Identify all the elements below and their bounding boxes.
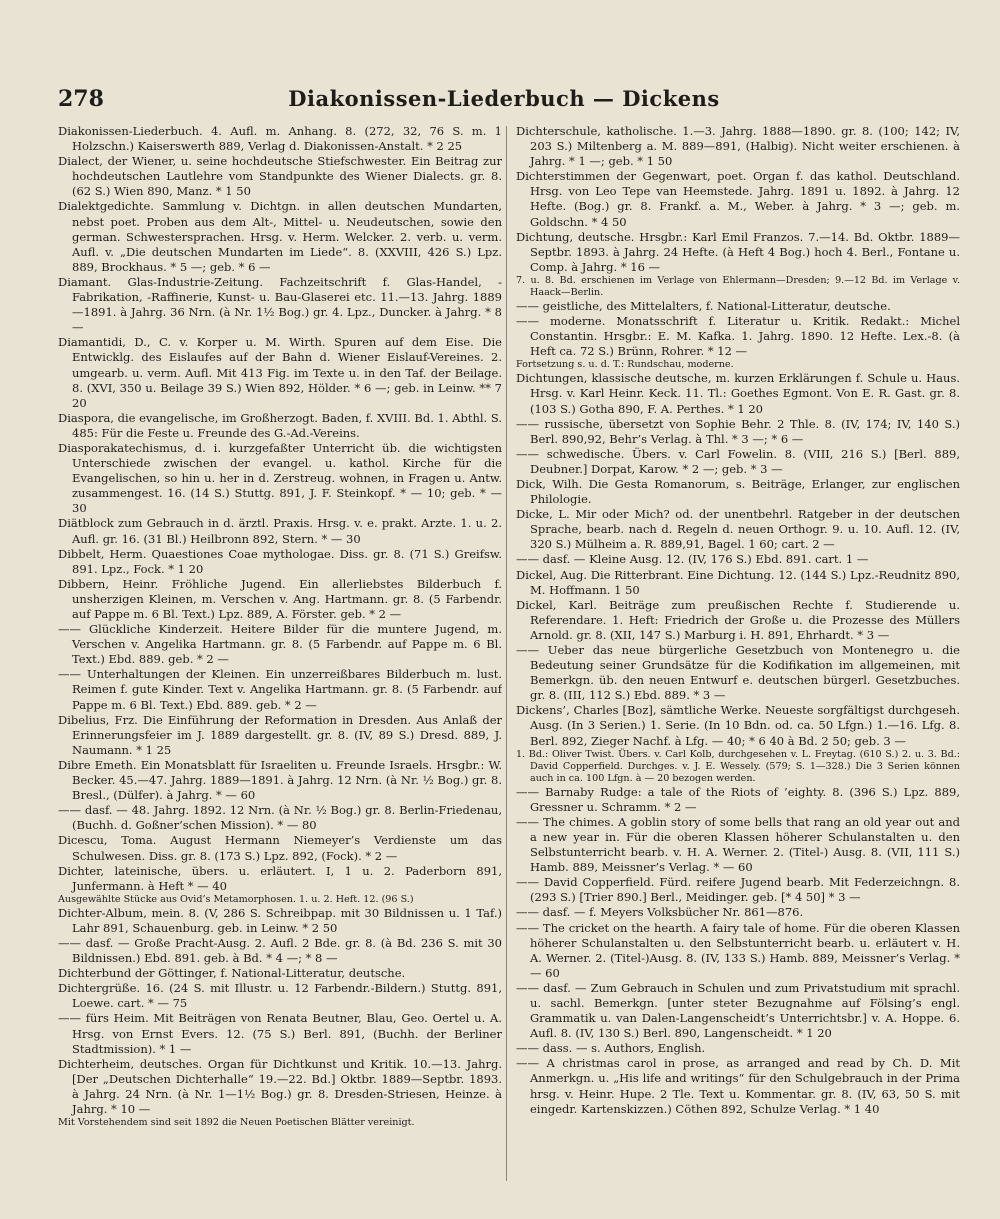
list-note: Mit Vorstehendem sind seit 1892 die Neuen Poetischen Blätter vereinigt. xyxy=(58,1117,415,1129)
list-item: —— Glückliche Kinderzeit. Heitere Bilder für die muntere Jugend, m. Verschen v. Angelika Hartmann. gr. 8. (5 Farbendr. auf Pappe m. 6 Bl. Text.) Ebd. 889. geb. * 2 — xyxy=(58,622,502,667)
right-column xyxy=(516,124,960,1184)
page-number: 278 xyxy=(58,86,104,112)
list-item: —— Ueber das neue bürgerliche Gesetzbuch von Montenegro u. die Bedeutung seiner Grundsätze für die Kodifikation im allgemeinen, mit Bemerkgn. üb. den neuen Entwurf e. deutschen bürgerl. Gesetzbuches. gr. 8. (III, 112 S.) Ebd. 889. * 3 — xyxy=(516,643,960,703)
list-item: Dialect, der Wiener, u. seine hochdeutsche Stiefschwester. Ein Beitrag zur hochdeutschen Lautlehre vom Standpunkte des Wiener Dialects. gr. 8. (62 S.) Wien 890, Manz. * 1 50 xyxy=(58,154,502,199)
list-note: Fortsetzung s. u. d. T.: Rundschau, moderne. xyxy=(516,359,734,371)
list-item: —— fürs Heim. Mit Beiträgen von Renata Beutner, Blau, Geo. Oertel u. A. Hrsg. von Ernst Evers. 12. (75 S.) Berl. 891, (Buchh. der Berliner Stadtmission). * 1 — xyxy=(58,1011,502,1056)
list-item: —— russische, übersetzt von Sophie Behr. 2 Thle. 8. (IV, 174; IV, 140 S.) Berl. 890,92, Behr’s Verlag. à Thl. * 3 —; * 6 — xyxy=(516,416,960,446)
list-item: Dibelius, Frz. Die Einführung der Reformation in Dresden. Aus Anlaß der Erinnerungsfeier im J. 1889 dargestellt. gr. 8. (IV, 89 S.) Dresd. 889, J. Naumann. * 1 25 xyxy=(58,712,502,757)
list-item: Diätblock zum Gebrauch in d. ärztl. Praxis. Hrsg. v. e. prakt. Arzte. 1. u. 2. Aufl. gr. 16. (31 Bl.) Heilbronn 892, Stern. * — 30 xyxy=(58,516,502,546)
list-item: —— moderne. Monatsschrift f. Literatur u. Kritik. Redakt.: Michel Constantin. Hrsgbr.: E. M. Kafka. 1. Jahrg. 1890. 12 Hefte. Lex.-8. (à Heft ca. 72 S.) Brünn, Rohrer. * 12 — xyxy=(516,314,960,359)
list-item: —— dasf. — f. Meyers Volksbücher Nr. 861—876. xyxy=(516,905,804,920)
list-item: Dichter-Album, mein. 8. (V, 286 S. Schreibpap. mit 30 Bildnissen u. 1 Taf.) Lahr 891, Schauenburg. geb. in Leinw. * 2 50 xyxy=(58,905,502,935)
list-item: Dialektgedichte. Sammlung v. Dichtgn. in allen deutschen Mundarten, nebst poet. Proben aus dem Alt-, Mittel- u. Neudeutschen, sowie den german. Schwestersprachen. Hrsg. v. Herm. Welcker. 2. verb. u. verm. Aufl. v. „Die deutschen Mundarten im Liede“. 8. (XXVIII, 426 S.) Lpz. 889, Brockhaus. * 5 —; geb. * 6 — xyxy=(58,199,502,274)
list-item: Dibbern, Heinr. Fröhliche Jugend. Ein allerliebstes Bilderbuch f. unsherzigen Kleinen, m. Verschen v. Ang. Hartmann. gr. 8. (5 Farbendr. auf Pappe m. 6 Bl. Text.) Lpz. 889, A. Förster. geb. * 2 — xyxy=(58,576,502,621)
list-item: Diamant. Glas-Industrie-Zeitung. Fachzeitschrift f. Glas-Handel, -Fabrikation, -Raffinerie, Kunst- u. Bau-Glaserei etc. 11.—13. Jahrg. 1889—1891. à Jahrg. 36 Nrn. (à Nr. 1½ Bog.) gr. 4. Lpz., Duncker. à Jahrg. * 8 — xyxy=(58,274,502,335)
list-item: Dickens’, Charles [Boz], sämtliche Werke. Neueste sorgfältigst durchgeseh. Ausg. (In 3 Serien.) 1. Serie. (In 10 Bdn. od. ca. 50 Lfgn.) 1.—16. Lfg. 8. Berl. 892, Zieger Nachf. à Lfg. — 40; * 6 40 à Bd. 2 50; geb. 3 — xyxy=(516,703,960,748)
list-item: —— dasf. — Große Pracht-Ausg. 2. Aufl. 2 Bde. gr. 8. (à Bd. 236 S. mit 30 Bildnissen.) Ebd. 891. geb. à Bd. * 4 —; * 8 — xyxy=(58,935,502,966)
list-item: Dichterbund der Göttinger, f. National-Litteratur, deutsche. xyxy=(58,966,406,981)
list-item: —— David Copperfield. Fürd. reifere Jugend bearb. Mit Federzeichngn. 8. (293 S.) [Trier 890.] Berl., Meidinger. geb. [* 4 50] * 3 — xyxy=(516,875,960,905)
left-column xyxy=(58,124,502,1184)
list-item: —— dasf. — Zum Gebrauch in Schulen und zum Privatstudium mit sprachl. u. sachl. Bemerkgn. [unter steter Bezugnahme auf Fölsing’s engl. Grammatik u. van Dalen-Langenscheidt’s Unterrichtsbr.] v. A. Hoppe. 6. Aufl. 8. (IV, 130 S.) Berl. 890, Langenscheidt. * 1 20 xyxy=(516,980,960,1041)
list-item: Dichterschule, katholische. 1.—3. Jahrg. 1888—1890. gr. 8. (100; 142; IV, 203 S.) Miltenberg a. M. 889—891, (Halbig). Nicht weiter erschienen. à Jahrg. * 1 —; geb. * 1 50 xyxy=(516,124,960,169)
list-item: Dichtungen, klassische deutsche, m. kurzen Erklärungen f. Schule u. Haus. Hrsg. v. Karl Heinr. Keck. 11. Tl.: Goethes Egmont. Von E. R. Gast. gr. 8. (103 S.) Gotha 890, F. A. Perthes. * 1 20 xyxy=(516,371,960,416)
list-item: Dichterstimmen der Gegenwart, poet. Organ f. das kathol. Deutschland. Hrsg. von Leo Tepe van Heemstede. Jahrg. 1891 u. 1892. à Jahrg. 12 Hefte. (Bog.) gr. 8. Frankf. a. M., Weber. à Jahrg. * 3 —; geb. m. Goldschn. * 4 50 xyxy=(516,169,960,229)
list-item: Dickel, Karl. Beiträge zum preußischen Rechte f. Studierende u. Referendare. 1. Heft: Friedrich der Große u. die Prozesse des Müllers Arnold. gr. 8. (XII, 147 S.) Marburg i. H. 891, Ehrhardt. * 3 — xyxy=(516,597,960,642)
list-item: —— The cricket on the hearth. A fairy tale of home. Für die oberen Klassen höherer Schulanstalten u. den Selbstunterricht bearb. u. erläutert v. H. A. Werner. 2. (Titel-)Ausg. 8. (IV, 133 S.) Hamb. 889, Meissner’s Verlag. * — 60 xyxy=(516,920,960,980)
list-item: Dickel, Aug. Die Ritterbrant. Eine Dichtung. 12. (144 S.) Lpz.-Reudnitz 890, M. Hoffmann. 1 50 xyxy=(516,567,960,597)
list-item: Diamantidi, D., C. v. Korper u. M. Wirth. Spuren auf dem Eise. Die Entwicklg. des Eislaufes auf der Bahn d. Wiener Eislauf-Vereines. 2. umgearb. u. verm. Aufl. Mit 413 Fig. im Texte u. in den Taf. der Beilage. 8. (XVI, 350 u. Beilage 39 S.) Wien 892, Hölder. * 6 —; geb. in Leinw. ** 7 20 xyxy=(58,335,502,410)
list-item: —— dasf. — Kleine Ausg. 12. (IV, 176 S.) Ebd. 891. cart. 1 — xyxy=(516,552,869,567)
list-item: Dibre Emeth. Ein Monatsblatt für Israeliten u. Freunde Israels. Hrsgbr.: W. Becker. 45.—47. Jahrg. 1889—1891. à Jahrg. 12 Nrn. (à Nr. ½ Bog.) gr. 8. Bresl., (Dülfer). à Jahrg. * — 60 xyxy=(58,757,502,803)
list-item: Diasporakatechismus, d. i. kurzgefaßter Unterricht üb. die wichtigsten Unterschiede zwischen der evangel. u. kathol. Kirche für die Evangelischen, so hin u. her in d. Zerstreug. wohnen, in Fragen u. Antw. zusammengest. 16. (14 S.) Stuttg. 891, J. F. Steinkopf. * — 10; geb. * — 30 xyxy=(58,440,502,516)
list-item: —— The chimes. A goblin story of some bells that rang an old year out and a new year in. Für die oberen Klassen höherer Schulanstalten u. den Selbstunterricht bearb. v. H. A. Werner. 2. (Titel-) Ausg. 8. (VII, 111 S.) Hamb. 889, Meissner’s Verlag. * — 60 xyxy=(516,814,960,875)
list-item: —— geistliche, des Mittelalters, f. National-Litteratur, deutsche. xyxy=(516,298,891,313)
list-item: —— schwedische. Übers. v. Carl Fowelin. 8. (VIII, 216 S.) [Berl. 889, Deubner.] Dorpat, Karow. * 2 —; geb. * 3 — xyxy=(516,446,960,476)
list-item: Dichterheim, deutsches. Organ für Dichtkunst und Kritik. 10.—13. Jahrg. [Der „Deutschen Dichterhalle“ 19.—22. Bd.] Oktbr. 1889—Septbr. 1893. à Jahrg. 24 Nrn. (à Nr. 1—1½ Bog.) gr. 8. Dresden-Striesen, Heinze. à Jahrg. * 10 — xyxy=(58,1056,502,1116)
list-item: —— A christmas carol in prose, as arranged and read by Ch. D. Mit Anmerkgn. u. „His life and writings“ für den Schulgebrauch in der Prima hrsg. v. Heinr. Hupe. 2 Tle. Text u. Kommentar. gr. 8. (IV, 63, 50 S. mit eingedr. Kartenskizzen.) Cöthen 892, Schulze Verlag. * 1 40 xyxy=(516,1056,960,1116)
column-divider xyxy=(506,126,507,1181)
list-note: 7. u. 8. Bd. erschienen im Verlage von Ehlermann—Dresden; 9.—12 Bd. im Verlage v. Haack—Berlin. xyxy=(516,274,960,298)
list-item: Dichtung, deutsche. Hrsgbr.: Karl Emil Franzos. 7.—14. Bd. Oktbr. 1889—Septbr. 1893. à Jahrg. 24 Hefte. (à Heft 4 Bog.) hoch 4. Berl., Fontane u. Comp. à Jahrg. * 16 — xyxy=(516,229,960,274)
list-note: Ausgewählte Stücke aus Ovid’s Metamorphosen. 1. u. 2. Heft. 12. (96 S.) xyxy=(58,893,414,905)
list-item: Dibbelt, Herm. Quaestiones Coae mythologae. Diss. gr. 8. (71 S.) Greifsw. 891. Lpz., Fock. * 1 20 xyxy=(58,546,502,576)
list-item: Diakonissen-Liederbuch. 4. Aufl. m. Anhang. 8. (272, 32, 76 S. m. 1 Holzschn.) Kaiserswerth 889, Verlag d. Diakonissen-Anstalt. * 2 25 xyxy=(58,124,502,154)
page-header xyxy=(58,86,950,118)
list-item: —— dass. — s. Authors, English. xyxy=(516,1041,706,1056)
list-item: —— Unterhaltungen der Kleinen. Ein unzerreißbares Bilderbuch m. lust. Reimen f. gute Kinder. Text v. Angelika Hartmann. gr. 8. (5 Farbendr. auf Pappe m. 6 Bl. Text.) Ebd. 889. geb. * 2 — xyxy=(58,667,502,712)
list-item: Dick, Wilh. Die Gesta Romanorum, s. Beiträge, Erlanger, zur englischen Philologie. xyxy=(516,476,960,507)
list-item: Dichtergrüße. 16. (24 S. mit Illustr. u. 12 Farbendr.-Bildern.) Stuttg. 891, Loewe. cart. * — 75 xyxy=(58,981,502,1011)
list-item: Diaspora, die evangelische, im Großherzogt. Baden, f. XVIII. Bd. 1. Abthl. S. 485: Für die Feste u. Freunde des G.-Ad.-Vereins. xyxy=(58,410,502,440)
list-item: —— dasf. — 48. Jahrg. 1892. 12 Nrn. (à Nr. ½ Bog.) gr. 8. Berlin-Friedenau, (Buchh. d. Goßner’schen Mission). * — 80 xyxy=(58,803,502,833)
running-title: Diakonissen-Liederbuch — Dickens xyxy=(288,86,720,111)
list-item: Dichter, lateinische, übers. u. erläutert. I, 1 u. 2. Paderborn 891, Junfermann. à Heft * — 40 xyxy=(58,863,502,893)
list-item: Dicke, L. Mir oder Mich? od. der unentbehrl. Ratgeber in der deutschen Sprache, bearb. nach d. Regeln d. neuen Orthogr. 9. u. 10. Aufl. 12. (IV, 320 S.) Mülheim a. R. 889,91, Bagel. 1 60; cart. 2 — xyxy=(516,507,960,552)
list-note: 1. Bd.: Oliver Twist. Übers. v. Carl Kolb, durchgesehen v. L. Freytag. (610 S.) 2. u. 3. Bd.: David Copperfield. Durchges. v. J. E. Wessely. (579; S. 1—328.) Die 3 Serien können auch in ca. 100 Lfgn. à — 20 bezogen werden. xyxy=(516,748,960,784)
list-item: Dicescu, Toma. August Hermann Niemeyer’s Verdienste um das Schulwesen. Diss. gr. 8. (173 S.) Lpz. 892, (Fock). * 2 — xyxy=(58,833,502,863)
list-item: —— Barnaby Rudge: a tale of the Riots of ’eighty. 8. (396 S.) Lpz. 889, Gressner u. Schramm. * 2 — xyxy=(516,784,960,814)
